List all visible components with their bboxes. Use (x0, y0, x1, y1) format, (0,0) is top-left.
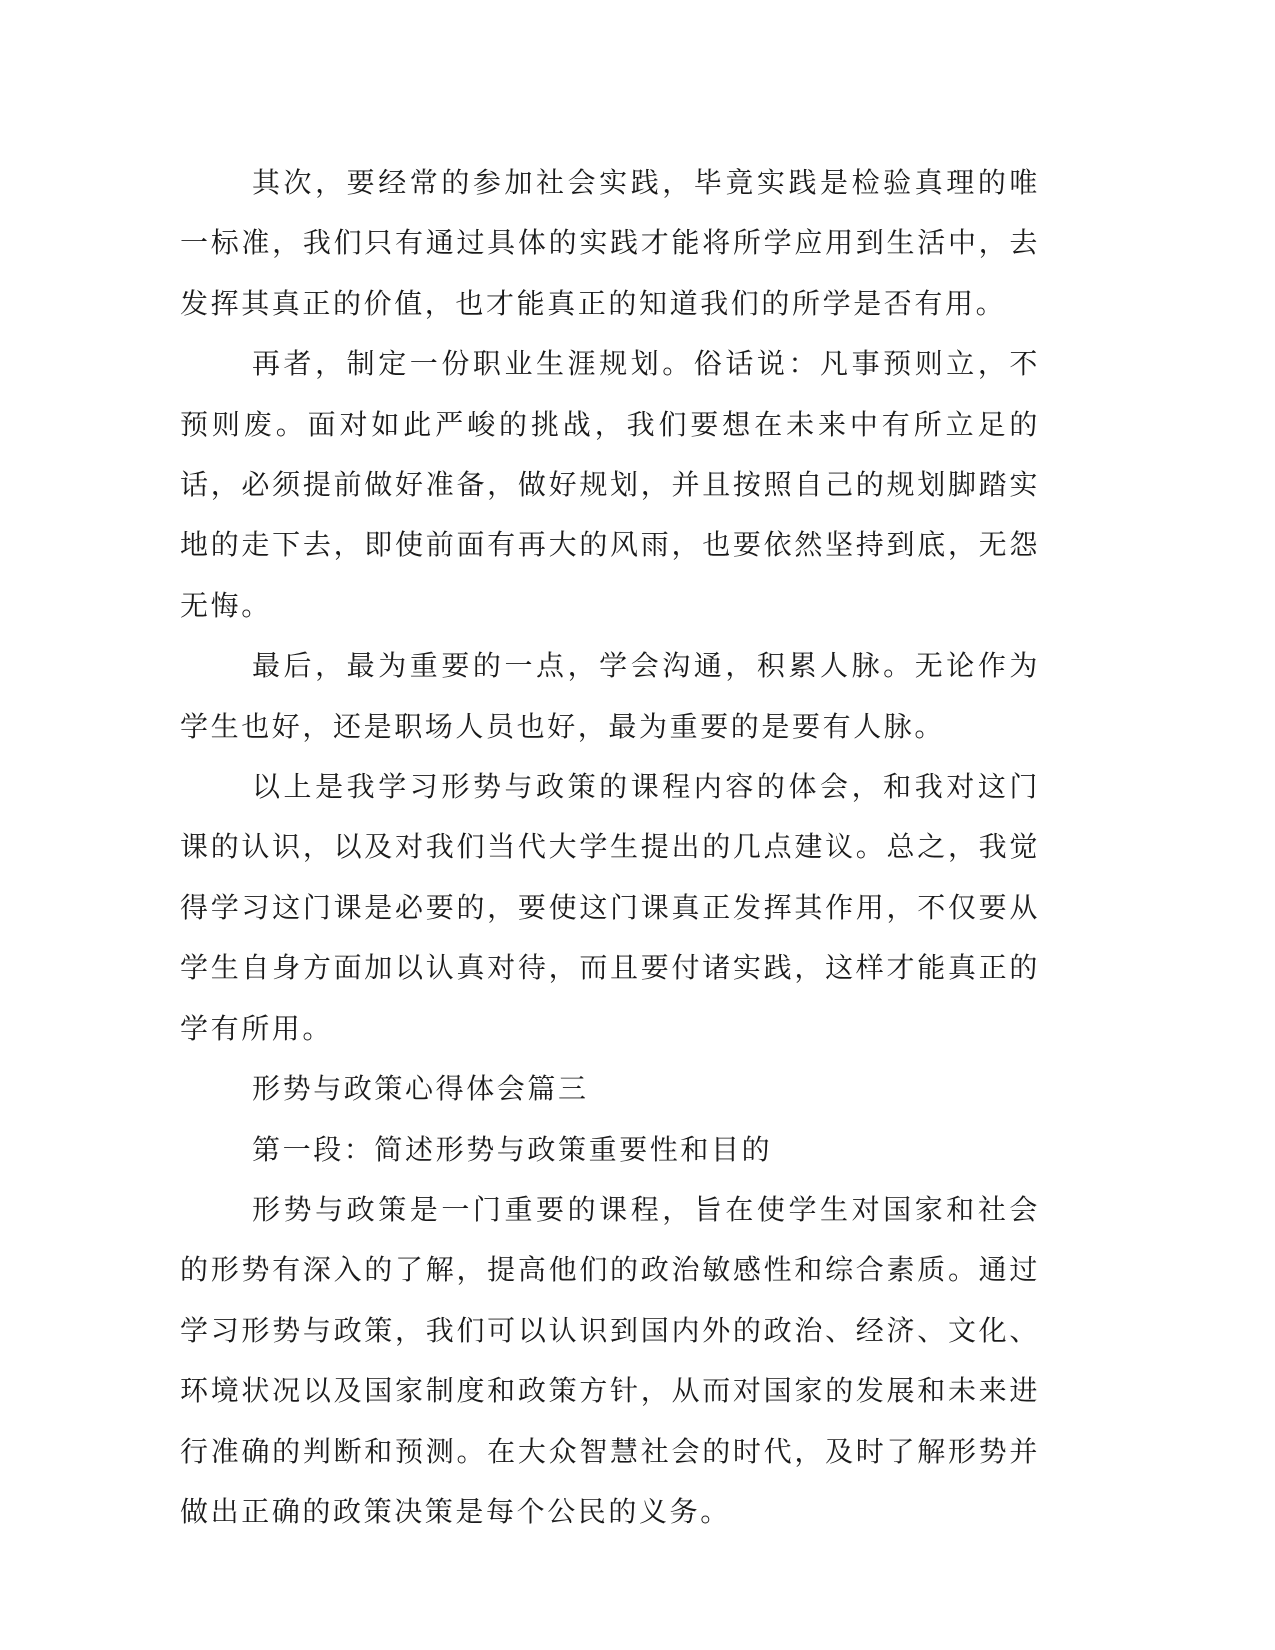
paragraph-practice: 其次，要经常的参加社会实践，毕竟实践是检验真理的唯一标准，我们只有通过具体的实践才能将所学应用到生活中，去发挥其真正的价值，也才能真正的知道我们的所学是否有用。 (180, 166, 1040, 320)
section-title: 形势与政策心得体会篇三 (252, 1072, 589, 1106)
document-body (180, 153, 1040, 1542)
paragraph-career-plan: 再者，制定一份职业生涯规划。俗话说：凡事预则立，不预则废。面对如此严峻的挑战，我们要想在未来中有所立足的话，必须提前做好准备，做好规划，并且按照自己的规划脚踏实地的走下去，即使前面有再大的风雨，也要依然坚持到底，无怨无悔。 (180, 347, 1040, 622)
section-subtitle: 第一段：简述形势与政策重要性和目的 (252, 1132, 773, 1166)
paragraph-summary: 以上是我学习形势与政策的课程内容的体会，和我对这门课的认识，以及对我们当代大学生提出的几点建议。总之，我觉得学习这门课是必要的，要使这门课真正发挥其作用，不仅要从学生自身方面加以认真对待，而且要付诸实践，这样才能真正的学有所用。 (180, 770, 1040, 1045)
paragraph-communication: 最后，最为重要的一点，学会沟通，积累人脉。无论作为学生也好，还是职场人员也好，最为重要的是要有人脉。 (180, 649, 1040, 743)
paragraph-importance: 形势与政策是一门重要的课程，旨在使学生对国家和社会的形势有深入的了解，提高他们的政治敏感性和综合素质。通过学习形势与政策，我们可以认识到国内外的政治、经济、文化、环境状况以及国家制度和政策方针，从而对国家的发展和未来进行准确的判断和预测。在大众智慧社会的时代，及时了解形势并做出正确的政策决策是每个公民的义务。 (180, 1192, 1040, 1528)
